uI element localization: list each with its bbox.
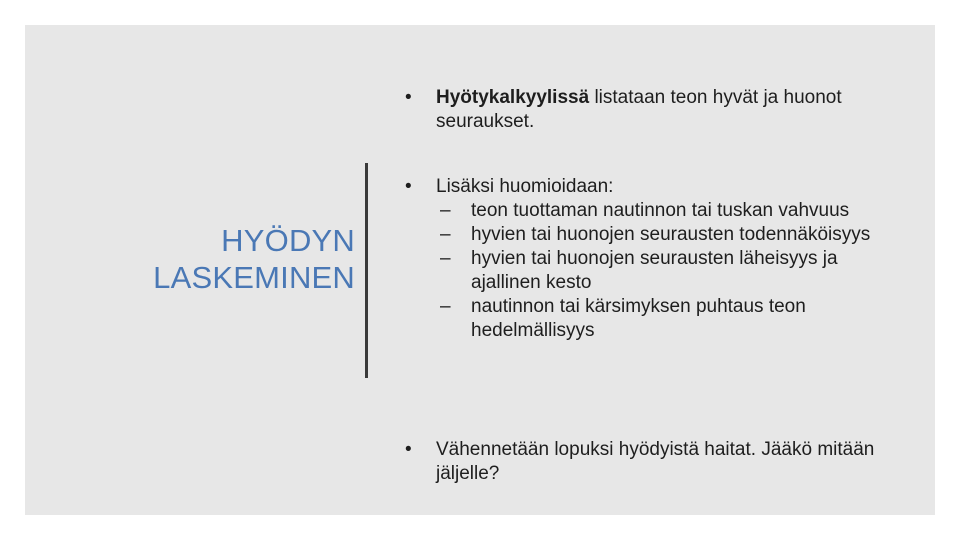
sub-dash: –: [440, 248, 451, 269]
sub-item-4: [440, 295, 905, 343]
vertical-divider: [365, 163, 368, 378]
content-area: [405, 0, 925, 540]
sub-item-3: [440, 247, 905, 295]
bullet-text-2: Lisäksi huomioidaan:: [436, 176, 614, 197]
bullet-item-3: [405, 438, 905, 486]
bullet-item-1: [405, 86, 905, 134]
bullet-item-2: [405, 175, 905, 343]
title-line-1: HYÖDYN: [221, 223, 355, 258]
sub-text-3: hyvien tai huonojen seurausten läheisyys ja ajallinen kesto: [471, 248, 838, 293]
sub-text-2: hyvien tai huonojen seurausten todennäköisyys: [471, 224, 871, 245]
bullet-dot: •: [405, 176, 412, 197]
title-line-2: LASKEMINEN: [153, 260, 355, 295]
sub-dash: –: [440, 296, 451, 317]
bullet-bold-term: Hyötykalkyylissä: [436, 87, 590, 108]
bullet-text-1: [436, 86, 905, 134]
sub-item-2: [440, 223, 905, 247]
bullet-text-rest: listataan teon hyvät ja huonot seuraukset.: [436, 87, 842, 132]
sub-item-1: [440, 199, 905, 223]
sub-text-1: teon tuottaman nautinnon tai tuskan vahvuus: [471, 200, 850, 221]
sub-text-4: nautinnon tai kärsimyksen puhtaus teon hedelmällisyys: [471, 296, 806, 341]
sub-dash: –: [440, 200, 451, 221]
bullet-text-3: Vähennetään lopuksi hyödyistä haitat. Jääkö mitään jäljelle?: [436, 439, 875, 484]
slide-title: [153, 222, 355, 296]
sub-dash: –: [440, 224, 451, 245]
bullet-dot: •: [405, 87, 412, 108]
bullet-dot: •: [405, 439, 412, 460]
